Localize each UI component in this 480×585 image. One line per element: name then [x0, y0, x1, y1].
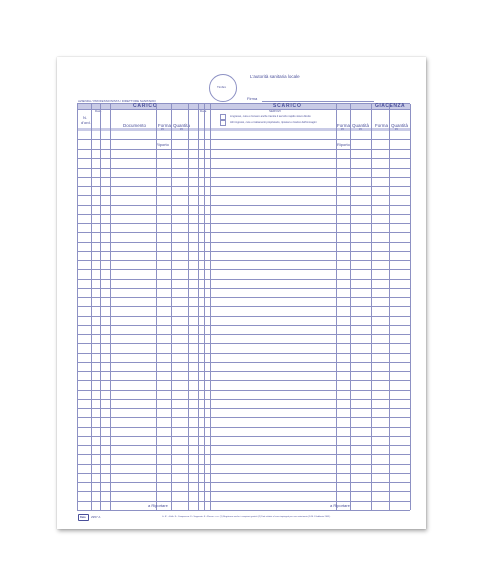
code-col-5: 15 — [395, 128, 398, 131]
col-n-line2: d'ord. — [81, 120, 91, 125]
grid-column-line — [188, 104, 189, 510]
company-line: AZIENDA / PROFESSIONISTA / DIRETTORE SANITARIO — [78, 99, 156, 103]
code-col-1: 15 — [161, 128, 164, 131]
grid-row-line — [77, 260, 410, 261]
col-quantita-giacenza: Quantità — [391, 123, 409, 128]
grid-column-line — [336, 104, 337, 510]
col-documento: Documento — [123, 123, 147, 128]
col-forma-scarico: Forma — [337, 123, 351, 128]
grid-column-line — [389, 104, 390, 510]
grid-row-line — [77, 334, 410, 335]
brand-logo-text: Data — [80, 516, 86, 519]
grid-row-line — [77, 232, 410, 233]
grid-column-line — [91, 104, 92, 510]
grid-row-line — [77, 501, 410, 502]
grid-column-line — [110, 104, 111, 510]
grid-row-line — [77, 427, 410, 428]
register-grid — [57, 57, 426, 529]
grid-row-line — [77, 214, 410, 215]
grid-row-line — [77, 109, 410, 110]
grid-row-line — [77, 482, 410, 483]
grid-column-line — [77, 104, 78, 510]
servizio-row-1: Lingresso, cura e ricovero anche tramite il servizio rapido visivo diretto — [230, 115, 311, 118]
form-code: 2957 A — [91, 515, 101, 519]
register-sheet — [57, 57, 426, 529]
code-col-3: 15 — [341, 128, 344, 131]
grid-column-line — [198, 104, 199, 510]
grid-row-line — [77, 417, 410, 418]
stamp-label: Timbro — [217, 85, 227, 89]
grid-row-line — [77, 242, 410, 243]
grid-row-line — [77, 464, 410, 465]
brand-logo — [78, 514, 89, 521]
col-servizi: SERVIZI — [269, 109, 281, 113]
col-forma-carico: Forma — [158, 123, 172, 128]
grid-row-line — [77, 306, 410, 307]
grid-column-line — [171, 104, 172, 510]
grid-column-line — [371, 104, 372, 510]
grid-row-line — [77, 195, 410, 196]
grid-row-line — [77, 177, 410, 178]
grid-column-line — [410, 104, 411, 510]
grid-row-line — [77, 223, 410, 224]
grid-column-line — [210, 104, 211, 510]
grid-row-line — [77, 325, 410, 326]
grid-row-line — [77, 343, 410, 344]
scarico-title: SCARICO — [273, 103, 302, 109]
grid-row-line — [77, 399, 410, 400]
grid-row-line — [77, 186, 410, 187]
grid-row-line — [77, 316, 410, 317]
grid-row-line — [77, 436, 410, 437]
grid-row-line — [77, 158, 410, 159]
col-quantita-scarico: Quantità — [352, 123, 370, 128]
grid-row-line — [77, 390, 410, 391]
authority-label: L'autorità sanitaria locale — [250, 74, 300, 79]
grid-row-line — [77, 139, 410, 140]
footer-legend: Lt. 8° • Kalb. 8 • Compressa: 8 • Supposte: 8 • Flacon.: n.n. (1) Registrare anche i campioni gratuiti (2) Dati relativi al caso impiegati per uso veterinario (D.M. 8 febbraio 2001) — [162, 516, 331, 518]
grid-row-line — [77, 510, 410, 511]
code-col-2: 15 — [180, 128, 183, 131]
grid-row-line — [77, 454, 410, 455]
grid-row-line — [77, 205, 410, 206]
signature-label: Firma — [247, 96, 258, 101]
grid-row-line — [77, 408, 410, 409]
grid-row-line — [77, 380, 410, 381]
col-quantita-carico: Quantità — [173, 123, 191, 128]
grid-row-line — [77, 279, 410, 280]
grid-row-line — [77, 445, 410, 446]
grid-column-line — [204, 104, 205, 510]
giacenza-title: GIACENZA — [375, 103, 406, 109]
grid-row-line — [77, 288, 410, 289]
grid-row-line — [77, 149, 410, 150]
grid-row-line — [77, 269, 410, 270]
grid-row-line — [77, 353, 410, 354]
grid-row-line — [77, 297, 410, 298]
grid-row-line — [77, 491, 410, 492]
riporto-right: Riporto — [337, 142, 350, 147]
col-data-carico: Data — [95, 109, 102, 113]
grid-row-line — [77, 371, 410, 372]
ariportare-right: a Riportare — [330, 503, 350, 508]
carico-title: CARICO — [133, 103, 158, 109]
grid-row-line — [77, 168, 410, 169]
grid-row-line — [77, 362, 410, 363]
grid-column-line — [350, 104, 351, 510]
servizio-row-2: Altri ingressi, cure e trattamenti proprietario, ripostar e ricarico dell'immagini — [230, 121, 317, 124]
col-forma-giacenza: Forma — [375, 123, 389, 128]
grid-column-line — [156, 104, 157, 510]
col-n-line1: N. — [83, 115, 87, 120]
code-col-4: 15 — [359, 128, 362, 131]
grid-row-line — [77, 473, 410, 474]
grid-column-line — [100, 104, 101, 510]
riporto-left: Riporto — [156, 142, 169, 147]
ariportare-left: a Riportare — [148, 503, 168, 508]
grid-row-line — [77, 251, 410, 252]
col-data-scarico: Data — [200, 109, 207, 113]
